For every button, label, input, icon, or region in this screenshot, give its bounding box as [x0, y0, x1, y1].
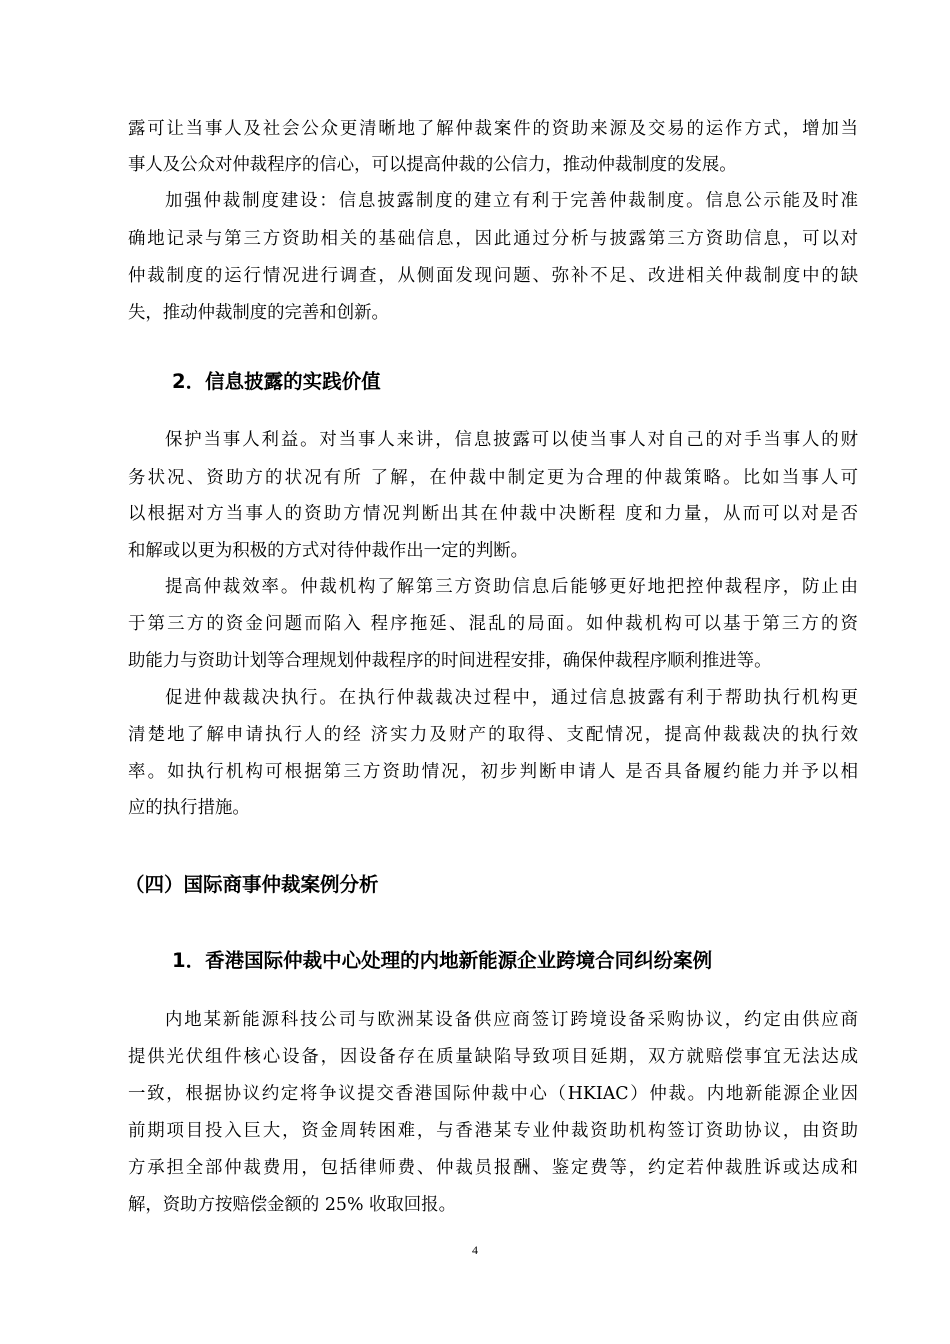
paragraph-line: 务状况、资助方的状况有所 了解，在仲裁中制定更为合理的仲裁策略。比如当事人可 [128, 468, 858, 488]
paragraph-line: 清楚地了解申请执行人的经 济实力及财产的取得、支配情况，提高仲裁裁决的执行效 [128, 725, 858, 745]
paragraph-line: 于第三方的资金问题而陷入 程序拖延、混乱的局面。如仲裁机构可以基于第三方的资 [128, 614, 858, 634]
paragraph-line: 以根据对方当事人的资助方情况判断出其在仲裁中决断程 度和力量，从而可以对是否 [128, 504, 858, 524]
paragraph-line: 一致，根据协议约定将争议提交香港国际仲裁中心（HKIAC）仲裁。内地新能源企业因 [128, 1084, 858, 1104]
paragraph-line: 率。如执行机构可根据第三方资助情况，初步判断申请人 是否具备履约能力并予以相 [128, 762, 858, 782]
section-heading: （四）国际商事仲裁案例分析 [125, 873, 379, 896]
page-number: 4 [472, 1243, 478, 1257]
paragraph-line: 促进仲裁裁决执行。在执行仲裁裁决过程中，通过信息披露有利于帮助执行机构更 [165, 688, 858, 708]
paragraph-line: 事人及公众对仲裁程序的信心，可以提高仲裁的公信力，推动仲裁制度的发展。 [128, 155, 737, 175]
paragraph-line: 前期项目投入巨大，资金周转困难，与香港某专业仲裁资助机构签订资助协议，由资助 [128, 1121, 858, 1141]
paragraph-line: 和解或以更为积极的方式对待仲裁作出一定的判断。 [128, 541, 528, 561]
paragraph-line: 保护当事人利益。对当事人来讲，信息披露可以使当事人对自己的对手当事人的财 [165, 430, 858, 450]
paragraph-line: 仲裁制度的运行情况进行调查，从侧面发现问题、弥补不足、改进相关仲裁制度中的缺 [128, 266, 858, 286]
paragraph-line: 解，资助方按赔偿金额的 25% 收取回报。 [128, 1195, 456, 1215]
paragraph-line: 失，推动仲裁制度的完善和创新。 [128, 303, 389, 323]
paragraph-line: 方承担全部仲裁费用，包括律师费、仲裁员报酬、鉴定费等，约定若仲裁胜诉或达成和 [128, 1158, 858, 1178]
paragraph-line: 加强仲裁制度建设：信息披露制度的建立有利于完善仲裁制度。信息公示能及时准 [165, 191, 858, 211]
subsection-heading: 1．香港国际仲裁中心处理的内地新能源企业跨境合同纠纷案例 [172, 949, 713, 972]
paragraph-line: 确地记录与第三方资助相关的基础信息，因此通过分析与披露第三方资助信息，可以对 [128, 229, 858, 249]
paragraph-line: 提供光伏组件核心设备，因设备存在质量缺陷导致项目延期，双方就赔偿事宜无法达成 [128, 1047, 858, 1067]
paragraph-line: 助能力与资助计划等合理规划仲裁程序的时间进程安排，确保仲裁程序顺利推进等。 [128, 651, 772, 671]
section-heading: 2．信息披露的实践价值 [172, 370, 381, 393]
paragraph-line: 露可让当事人及社会公众更清晰地了解仲裁案件的资助来源及交易的运作方式，增加当 [128, 119, 858, 139]
paragraph-line: 应的执行措施。 [128, 798, 250, 818]
paragraph-line: 内地某新能源科技公司与欧洲某设备供应商签订跨境设备采购协议，约定由供应商 [165, 1010, 858, 1030]
paragraph-line: 提高仲裁效率。仲裁机构了解第三方资助信息后能够更好地把控仲裁程序，防止由 [165, 577, 858, 597]
